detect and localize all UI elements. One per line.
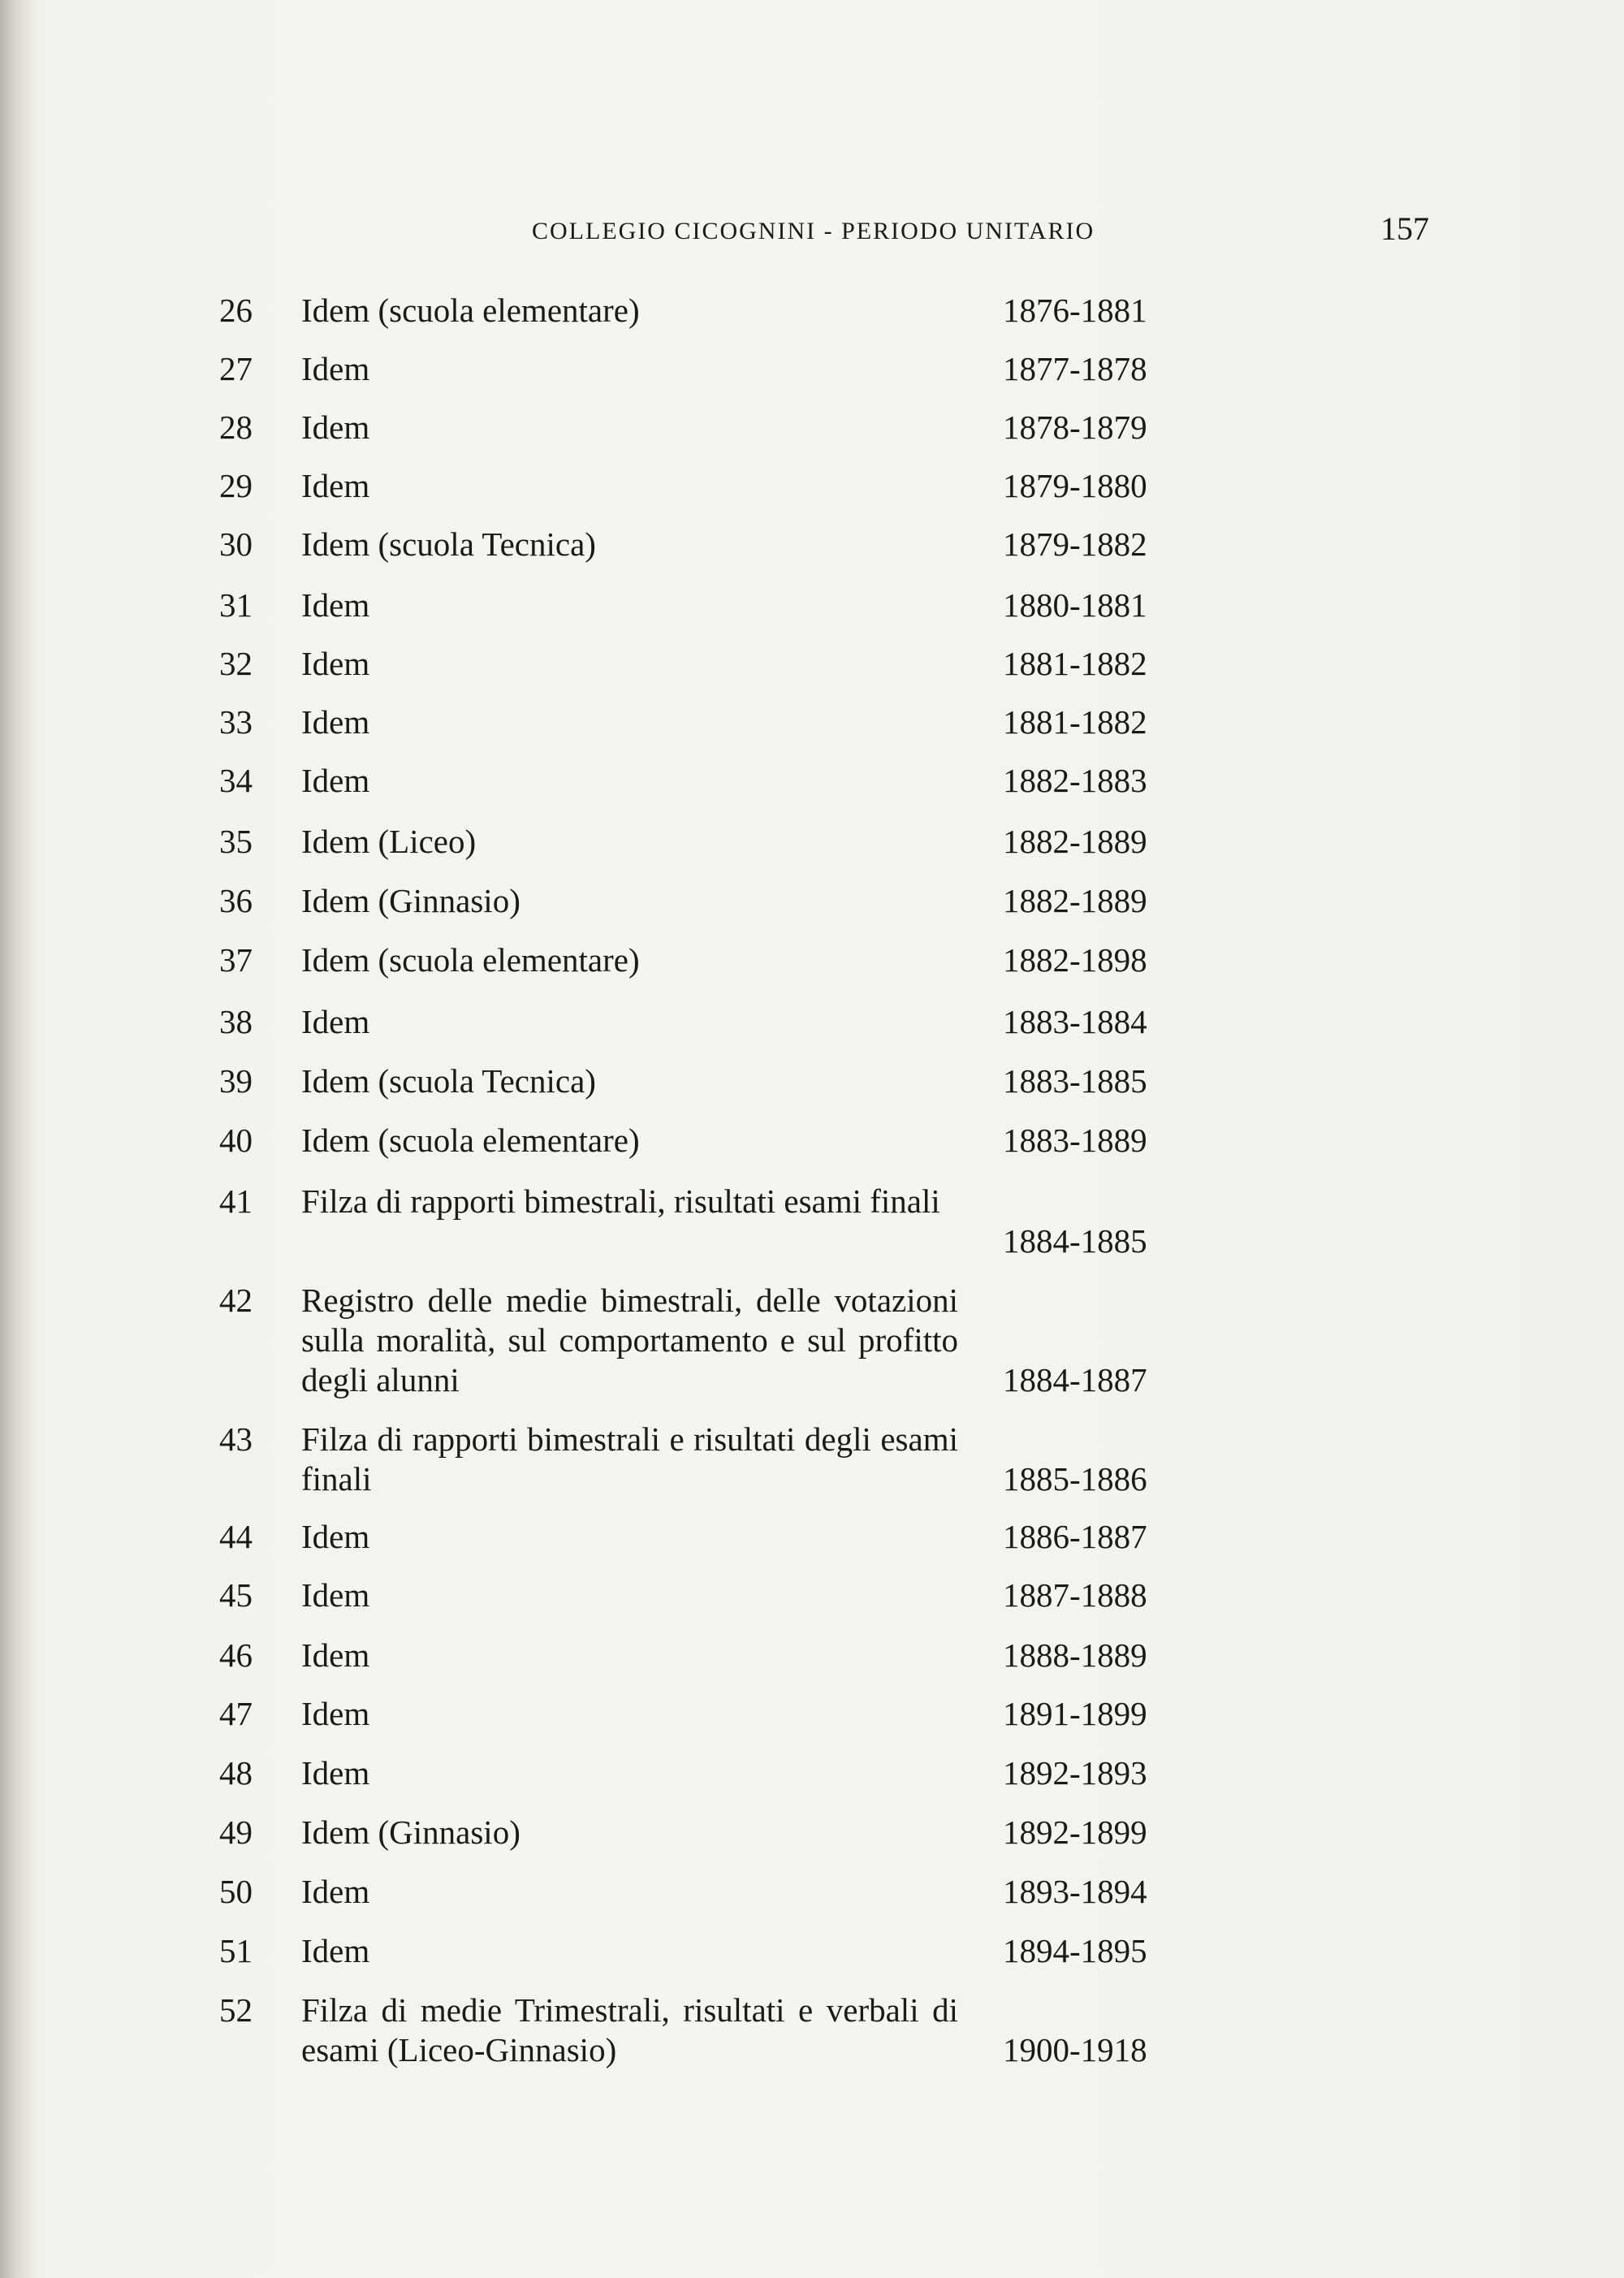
entry-description: Idem	[301, 1695, 370, 1732]
entry-description: Idem (scuola elementare)	[301, 1122, 640, 1159]
entry-dates: 1883-1884	[1003, 1003, 1147, 1040]
entry-description: Idem	[301, 1576, 370, 1614]
inventory-entry	[0, 525, 1624, 564]
entry-dates: 1876-1881	[1003, 292, 1147, 329]
inventory-entry	[0, 881, 1624, 921]
entry-description: Idem	[301, 762, 370, 799]
entry-number: 51	[219, 1932, 253, 1969]
inventory-entry	[0, 1576, 1624, 1615]
entry-description: Idem	[301, 350, 370, 387]
entry-number: 41	[219, 1182, 253, 1220]
entry-number: 49	[219, 1813, 253, 1851]
entry-number: 37	[219, 941, 253, 979]
inventory-entry	[0, 822, 1624, 862]
entry-description: Idem	[301, 1636, 370, 1674]
inventory-entry	[0, 466, 1624, 506]
inventory-entry	[0, 291, 1624, 331]
entry-dates: 1882-1889	[1003, 823, 1147, 860]
entry-number: 30	[219, 525, 253, 563]
inventory-entry	[0, 1931, 1624, 1971]
entry-description: Filza di rapporti bimestrali e risultati degli esami finali	[301, 1420, 958, 1498]
inventory-entry	[0, 586, 1624, 625]
inventory-entry	[0, 940, 1624, 980]
entry-number: 27	[219, 350, 253, 387]
entry-dates: 1888-1889	[1003, 1636, 1147, 1674]
inventory-entry	[0, 1991, 1624, 2070]
entry-dates: 1879-1882	[1003, 525, 1147, 563]
entry-number: 48	[219, 1754, 253, 1792]
entry-description: Idem	[301, 408, 370, 446]
inventory-entry	[0, 1420, 1624, 1499]
entry-description: Idem	[301, 1518, 370, 1555]
inventory-entry	[0, 1002, 1624, 1042]
entry-description: Idem	[301, 1754, 370, 1792]
entry-description: Filza di medie Trimestrali, risultati e verbali di esami (Liceo-Ginnasio)	[301, 1991, 958, 2068]
entry-number: 42	[219, 1282, 253, 1319]
entry-description: Idem	[301, 645, 370, 682]
entry-number: 35	[219, 823, 253, 860]
page-header	[0, 210, 1624, 258]
entry-dates: 1878-1879	[1003, 408, 1147, 446]
entry-dates: 1893-1894	[1003, 1873, 1147, 1910]
entry-description: Idem (Ginnasio)	[301, 1813, 520, 1851]
entry-dates: 1883-1885	[1003, 1062, 1147, 1100]
entry-dates: 1892-1893	[1003, 1754, 1147, 1792]
entry-number: 46	[219, 1636, 253, 1674]
inventory-entry	[0, 1636, 1624, 1675]
inventory-entry	[0, 1517, 1624, 1557]
inventory-entry	[0, 644, 1624, 684]
entry-description: Idem (scuola Tecnica)	[301, 1062, 596, 1100]
inventory-entry	[0, 1813, 1624, 1852]
entry-dates: 1880-1881	[1003, 586, 1147, 624]
entry-dates: 1883-1889	[1003, 1122, 1147, 1159]
inventory-entry	[0, 1753, 1624, 1793]
entry-number: 29	[219, 467, 253, 504]
inventory-entry	[0, 1872, 1624, 1912]
entry-description: Filza di rapporti bimestrali, risultati esami finali	[301, 1182, 940, 1220]
inventory-entry	[0, 1061, 1624, 1101]
entry-dates: 1881-1882	[1003, 703, 1147, 741]
running-head: COLLEGIO CICOGNINI - PERIODO UNITARIO	[532, 218, 1095, 244]
entry-description: Idem	[301, 1932, 370, 1969]
inventory-entry	[0, 1281, 1624, 1400]
inventory-entry	[0, 1182, 1624, 1261]
entry-dates: 1882-1889	[1003, 882, 1147, 919]
entry-description: Idem	[301, 467, 370, 504]
entry-number: 43	[219, 1420, 253, 1458]
entry-number: 28	[219, 408, 253, 446]
entry-number: 26	[219, 292, 253, 329]
entry-description: Registro delle medie bimestrali, delle votazioni sulla moralità, sul comportamento e sul profitto degli alunni	[301, 1282, 958, 1398]
inventory-list	[0, 291, 1624, 2090]
entry-dates: 1884-1885	[1003, 1222, 1147, 1260]
entry-number: 40	[219, 1122, 253, 1159]
entry-number: 45	[219, 1576, 253, 1614]
inventory-entry	[0, 408, 1624, 447]
entry-dates: 1885-1886	[1003, 1460, 1147, 1498]
entry-dates: 1892-1899	[1003, 1813, 1147, 1851]
entry-description: Idem	[301, 1873, 370, 1910]
entry-dates: 1891-1899	[1003, 1695, 1147, 1732]
entry-dates: 1877-1878	[1003, 350, 1147, 387]
entry-number: 52	[219, 1991, 253, 2029]
entry-number: 38	[219, 1003, 253, 1040]
inventory-entry	[0, 761, 1624, 801]
inventory-entry	[0, 1121, 1624, 1161]
entry-number: 50	[219, 1873, 253, 1910]
entry-description: Idem	[301, 703, 370, 741]
inventory-entry	[0, 1694, 1624, 1734]
entry-description: Idem (scuola elementare)	[301, 292, 640, 329]
entry-dates: 1882-1883	[1003, 762, 1147, 799]
entry-description: Idem (Ginnasio)	[301, 882, 520, 919]
entry-dates: 1884-1887	[1003, 1361, 1147, 1398]
page-number: 157	[1380, 210, 1429, 247]
entry-number: 47	[219, 1695, 253, 1732]
inventory-entry	[0, 702, 1624, 742]
entry-description: Idem	[301, 586, 370, 624]
entry-number: 36	[219, 882, 253, 919]
entry-dates: 1882-1898	[1003, 941, 1147, 979]
entry-description: Idem (Liceo)	[301, 823, 477, 860]
entry-number: 32	[219, 645, 253, 682]
entry-number: 44	[219, 1518, 253, 1555]
entry-description: Idem (scuola elementare)	[301, 941, 640, 979]
entry-dates: 1886-1887	[1003, 1518, 1147, 1555]
entry-number: 34	[219, 762, 253, 799]
entry-dates: 1887-1888	[1003, 1576, 1147, 1614]
entry-dates: 1894-1895	[1003, 1932, 1147, 1969]
entry-description: Idem	[301, 1003, 370, 1040]
entry-number: 31	[219, 586, 253, 624]
entry-dates: 1879-1880	[1003, 467, 1147, 504]
entry-dates: 1881-1882	[1003, 645, 1147, 682]
inventory-entry	[0, 349, 1624, 389]
entry-number: 33	[219, 703, 253, 741]
entry-description: Idem (scuola Tecnica)	[301, 525, 596, 563]
entry-dates: 1900-1918	[1003, 2031, 1147, 2068]
entry-number: 39	[219, 1062, 253, 1100]
